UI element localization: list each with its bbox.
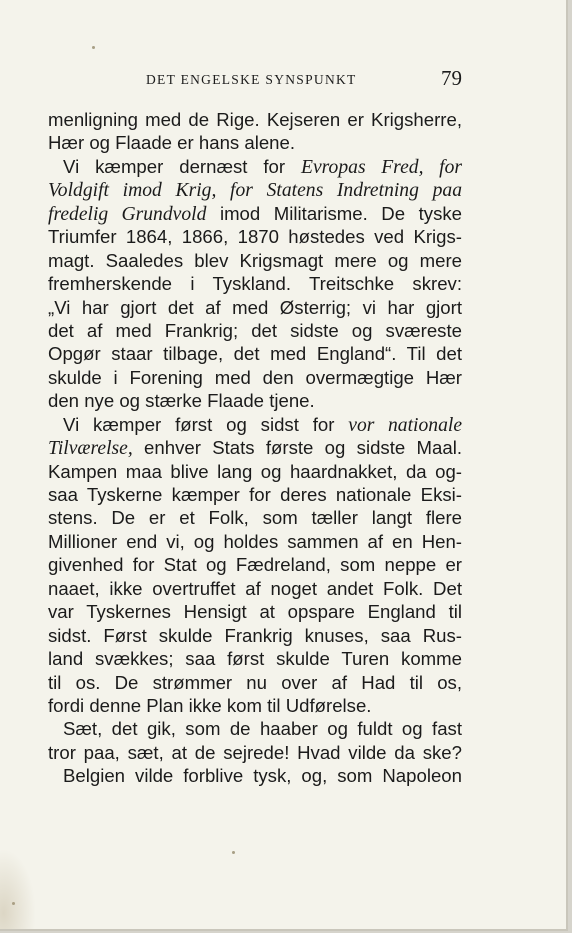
text-line: Kampen maa blive lang og haardnakket, da og- bbox=[48, 460, 462, 482]
text-run: enhver Stats første og sidste Maal. bbox=[144, 437, 463, 459]
paper-stain bbox=[0, 849, 36, 929]
text-line: tror paa, sæt, at de sejrede! Hvad vilde da ske? bbox=[48, 741, 462, 763]
italic-run: fredelig Grundvold bbox=[48, 203, 207, 225]
text-line: Millioner end vi, og holdes sammen af en Hen- bbox=[48, 530, 462, 552]
page-number: 79 bbox=[441, 66, 462, 90]
italic-run: Tilværelse, bbox=[48, 438, 133, 460]
italic-run: Evropas Fred, for bbox=[300, 156, 462, 178]
body-text bbox=[48, 108, 462, 788]
text-line bbox=[48, 413, 462, 436]
text-line: var Tyskernes Hensigt at opspare England til bbox=[48, 601, 462, 623]
text-line: Hær og Flaade er hans alene. bbox=[48, 132, 296, 154]
text-line bbox=[48, 178, 462, 201]
text-line: stens. De er et Folk, som tæller langt flere bbox=[48, 507, 462, 529]
italic-run: vor nationale bbox=[348, 414, 463, 436]
text-line: skulde i Forening med den overmægtige Hær bbox=[48, 366, 462, 388]
text-line: Opgør staar tilbage, det med England“. Til det bbox=[48, 343, 462, 365]
text-line: „Vi har gjort det af med Østerrig; vi har gjort bbox=[48, 296, 462, 318]
text-line: fremherskende i Tyskland. Treitschke skrev: bbox=[48, 273, 462, 295]
text-line bbox=[48, 155, 462, 178]
text-line: til os. De strømmer nu over af Had til os, bbox=[48, 671, 462, 693]
text-run: Vi kæmper dernæst for bbox=[63, 155, 286, 177]
text-line: sidst. Først skulde Frankrig knuses, saa Rus- bbox=[48, 624, 462, 646]
text-line: givenhed for Stat og Fædreland, som neppe er bbox=[48, 554, 462, 576]
text-line bbox=[48, 202, 462, 225]
running-title: DET ENGELSKE SYNSPUNKT bbox=[146, 72, 357, 87]
text-line: menligning med de Rige. Kejseren er Krigsherre, bbox=[48, 109, 462, 130]
paper-speck bbox=[232, 851, 235, 854]
text-line: Sæt, det gik, som de haaber og fuldt og fast bbox=[63, 718, 462, 740]
text-line bbox=[48, 436, 462, 459]
italic-run: Voldgift imod Krig, for Statens Indretning paa bbox=[48, 180, 462, 202]
page-header bbox=[48, 66, 462, 92]
text-line: magt. Saaledes blev Krigsmagt mere og mere bbox=[48, 249, 462, 271]
text-line: naaet, ikke overtruffet af noget andet Folk. Det bbox=[48, 577, 462, 599]
text-line: land svækkes; saa først skulde Turen komme bbox=[48, 648, 462, 670]
text-line: det af med Frankrig; det sidste og sværeste bbox=[48, 319, 462, 341]
paper-speck bbox=[92, 46, 95, 49]
text-line: saa Tyskerne kæmper for deres nationale Eksi- bbox=[48, 484, 462, 505]
text-line: fordi denne Plan ikke kom til Udførelse. bbox=[48, 694, 372, 716]
text-line: Triumfer 1864, 1866, 1870 høstedes ved Krigs- bbox=[48, 226, 462, 248]
text-line: Belgien vilde forblive tysk, og, som Napoleon bbox=[63, 765, 462, 787]
text-run: imod Militarisme. De tyske bbox=[219, 202, 463, 224]
text-run: Vi kæmper først og sidst for bbox=[63, 413, 335, 435]
text-line: den nye og stærke Flaade tjene. bbox=[48, 390, 315, 412]
